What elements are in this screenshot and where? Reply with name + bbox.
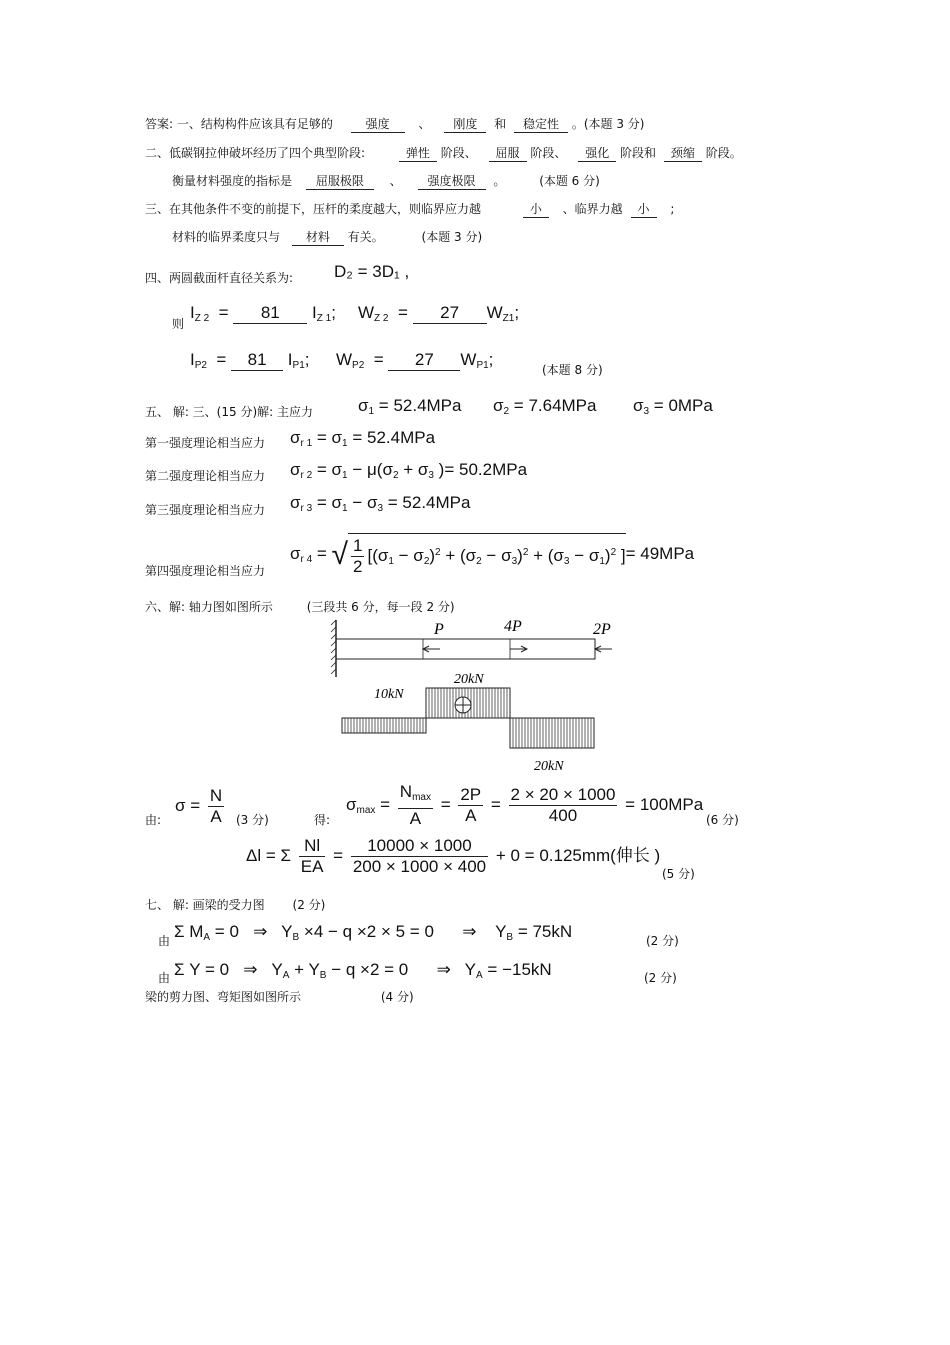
- q5-label-3: 第三强度理论相当应力: [145, 503, 266, 517]
- q6-points: (三段共 6 分，每一段 2 分): [306, 600, 455, 614]
- q2-line-2: 衡量材料强度的指标是 屈服极限 、 强度极限 。 (本题 6 分): [172, 174, 600, 188]
- q7-final: 梁的剪力图、弯矩图如图所示 (4 分): [145, 990, 414, 1004]
- q7-you-2: 由: [158, 971, 171, 985]
- q7-points-2: (2 分): [644, 971, 677, 985]
- load-arrow-2p: [595, 646, 612, 652]
- axial-label-segment-2: 20kN: [454, 672, 484, 687]
- q7-points-0: (2 分): [292, 898, 326, 912]
- q3-line-2: 材料的临界柔度只与 材料 有关。 (本题 3 分): [172, 230, 483, 244]
- q2-answer-3: 强化: [578, 145, 616, 162]
- q7-prefix: 七、 解: 画梁的受力图 (2 分): [145, 898, 326, 912]
- q4-prefix: 四、两圆截面杆直径关系为:: [145, 271, 294, 285]
- q3-line-1: 三、在其他条件不变的前提下，压杆的柔度越大，则临界应力越 小 、临界力越 小 ;: [145, 202, 675, 216]
- q1-answer-2: 刚度: [444, 116, 486, 133]
- q6-stress-formula: σ = $\frac{N}{A}$: [175, 786, 223, 826]
- q5-sigma-2: $\sigma_2 = 7.64MPa$: [493, 396, 597, 417]
- q4-wp-answer: 27: [388, 350, 460, 371]
- q4-iz-relation: $I_{Z 2} = 81$ $I_{Z 1}$;: [190, 303, 336, 324]
- q4-ip-relation: $I_{P2} = 81$ $I_{P1}$;: [190, 350, 310, 371]
- q7-points-1: (2 分): [646, 934, 679, 948]
- q5-equiv-stress-3: $\sigma_{r 3} = \sigma_1 - \sigma_3 = 52.4MPa$: [290, 493, 471, 514]
- q4-diameter-relation: D₂ = 3D₁ ,: [334, 262, 410, 281]
- q5-label-4: 第四强度理论相当应力: [145, 564, 266, 578]
- q1-line: 答案: 一、结构构件应该具有足够的 强度 、 刚度 和 稳定性 。(本题 3 分): [145, 117, 645, 131]
- q1-answer-3: 稳定性: [514, 116, 568, 133]
- load-arrow-p: [423, 646, 440, 652]
- load-label-4p: 4P: [504, 618, 522, 635]
- axial-force-diagram: [330, 665, 630, 775]
- q7-moment-equation: Σ $M_A = 0$ ⇒ $Y_B \times 4 - q \times 2 \times 5 = 0$ ⇒ $Y_B = 75kN$: [174, 922, 573, 943]
- q2-answer-4: 颈缩: [664, 145, 702, 162]
- q2-line-1: 二、低碳钢拉伸破坏经历了四个典型阶段: 弹性 阶段、 屈服 阶段、 强化 阶段和 颈缩 阶段。: [145, 146, 742, 160]
- q2-answer-1: 弹性: [399, 145, 437, 162]
- axial-label-segment-3: 20kN: [534, 759, 564, 774]
- q1-answer-1: 强度: [351, 116, 405, 133]
- q7-points-3: (4 分): [380, 990, 414, 1004]
- q5-equiv-stress-1: $\sigma_{r 1} = \sigma_1 = 52.4MPa$: [290, 428, 436, 449]
- q6-max-stress: $\sigma_{max}$ = $\frac{N_{max}}{A}$ = $\frac{2P}{A}$ = $\frac{2 \times 20 \times 1000}{400}$ = 100MPa: [346, 782, 704, 828]
- q4-wp-relation: $W_{P2} = 27$ $W_{P1}$;: [336, 350, 494, 371]
- q3-points: (本题 3 分): [421, 230, 483, 244]
- q6-points-2: (6 分): [706, 813, 739, 827]
- q6-de: 得:: [314, 813, 331, 827]
- q4-wz-relation: $W_{Z 2} = 27$ $W_{Z1}$;: [358, 303, 520, 324]
- load-label-p: P: [434, 621, 444, 638]
- q7-force-equation: Σ Y = 0 ⇒ $Y_A + Y_B - q \times 2 = 0$ ⇒ $Y_A = -15kN$: [174, 960, 552, 981]
- q4-ip-answer: 81: [231, 350, 283, 371]
- q6-points-1: (3 分): [236, 813, 269, 827]
- q5-prefix: 五、 解: 三、(15 分)解: 主应力: [145, 405, 313, 419]
- load-label-2p: 2P: [593, 621, 611, 638]
- q2-answer-5: 屈服极限: [306, 173, 374, 190]
- q3-answer-2: 小: [631, 201, 657, 218]
- q5-sigma-1: $\sigma_1 = 52.4MPa$: [358, 396, 462, 417]
- q5-equiv-stress-4: $\sigma_{r 4}$ = √ $\frac{1}{2}$ [$(\sigma_1 - \sigma_2)^2 + (\sigma_2 - \sigma_3)^2 + (\sigma_3 - \sigma_1)^2$ ]= 49MPa: [290, 530, 694, 578]
- q4-iz-answer: 81: [233, 303, 307, 324]
- q4-ze: 则: [172, 317, 185, 331]
- q2-answer-6: 强度极限: [418, 173, 486, 190]
- bar-body: [336, 639, 595, 659]
- q5-equiv-stress-2: $\sigma_{r 2} = \sigma_1 - \mu(\sigma_2 + \sigma_3$ )= 50.2MPa: [290, 460, 528, 481]
- q6-elongation-formula: Δl = Σ $\frac{Nl}{EA}$ = $\frac{10000 \times 1000}{200 \times 1000 \times 400}$ + 0 = 0.125mm(伸长 ): [246, 836, 661, 876]
- q2-points: (本题 6 分): [539, 174, 600, 188]
- q2-answer-2: 屈服: [489, 145, 527, 162]
- load-arrow-4p: [510, 646, 527, 652]
- q5-sigma-3: $\sigma_3 = 0MPa$: [633, 396, 713, 417]
- q5-label-2: 第二强度理论相当应力: [145, 469, 266, 483]
- axial-label-segment-1: 10kN: [374, 687, 404, 702]
- q3-answer-3: 材料: [292, 229, 344, 246]
- q4-points: (本题 8 分): [542, 363, 603, 377]
- q3-answer-1: 小: [523, 201, 549, 218]
- q6-prefix: 六、解: 轴力图如图所示 (三段共 6 分，每一段 2 分): [145, 600, 455, 614]
- q5-label-1: 第一强度理论相当应力: [145, 436, 266, 450]
- q6-points-3: (5 分): [662, 867, 695, 881]
- q6-you: 由:: [145, 813, 162, 827]
- q7-you-1: 由: [158, 934, 171, 948]
- q4-wz-answer: 27: [413, 303, 487, 324]
